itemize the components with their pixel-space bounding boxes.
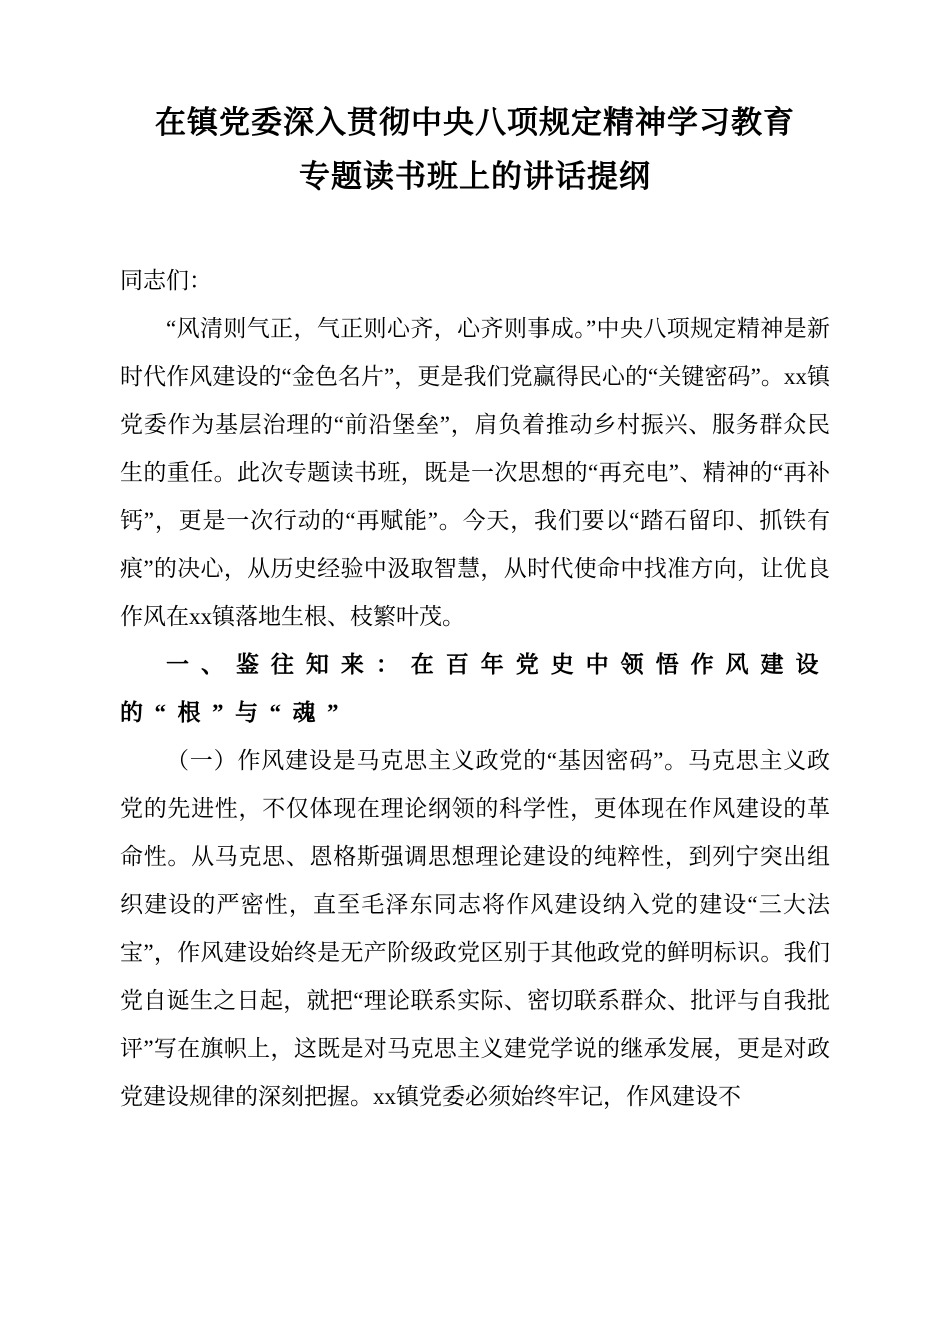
document-title-line1: 在镇党委深入贯彻中央八项规定精神学习教育: [155, 105, 795, 140]
document-body: [120, 257, 830, 1121]
paragraph-section-1-1: （一）作风建设是马克思主义政党的“基因密码”。马克思主义政党的先进性，不仅体现在理论纲领的科学性，更体现在作风建设的革命性。从马克思、恩格斯强调思想理论建设的纯粹性，到列宁突出组织建设的严密性，直至毛泽东同志将作风建设纳入党的建设“三大法宝”，作风建设始终是无产阶级政党区别于其他政党的鲜明标识。我们党自诞生之日起，就把“理论联系实际、密切联系群众、批评与自我批评”写在旗帜上，这既是对马克思主义建党学说的继承发展，更是对政党建设规律的深刻把握。xx镇党委必须始终牢记，作风建设不: [120, 747, 830, 1109]
document-title: [120, 96, 830, 205]
salutation: 同志们：: [120, 267, 212, 293]
document-title-line2: 专题读书班上的讲话提纲: [299, 159, 651, 195]
section-heading-1: 一、鉴往知来：在百年党史中领悟作风建设的“根”与“魂”: [120, 651, 830, 725]
paragraph-intro: “风清则气正，气正则心齐，心齐则事成。”中央八项规定精神是新时代作风建设的“金色名片”，更是我们党赢得民心的“关键密码”。xx镇党委作为基层治理的“前沿堡垒”，肩负着推动乡村振兴、服务群众民生的重任。此次专题读书班，既是一次思想的“再充电”、精神的“再补钙”，更是一次行动的“再赋能”。今天，我们要以“踏石留印、抓铁有痕”的决心，从历史经验中汲取智慧，从时代使命中找准方向，让优良作风在xx镇落地生根、枝繁叶茂。: [120, 315, 830, 629]
